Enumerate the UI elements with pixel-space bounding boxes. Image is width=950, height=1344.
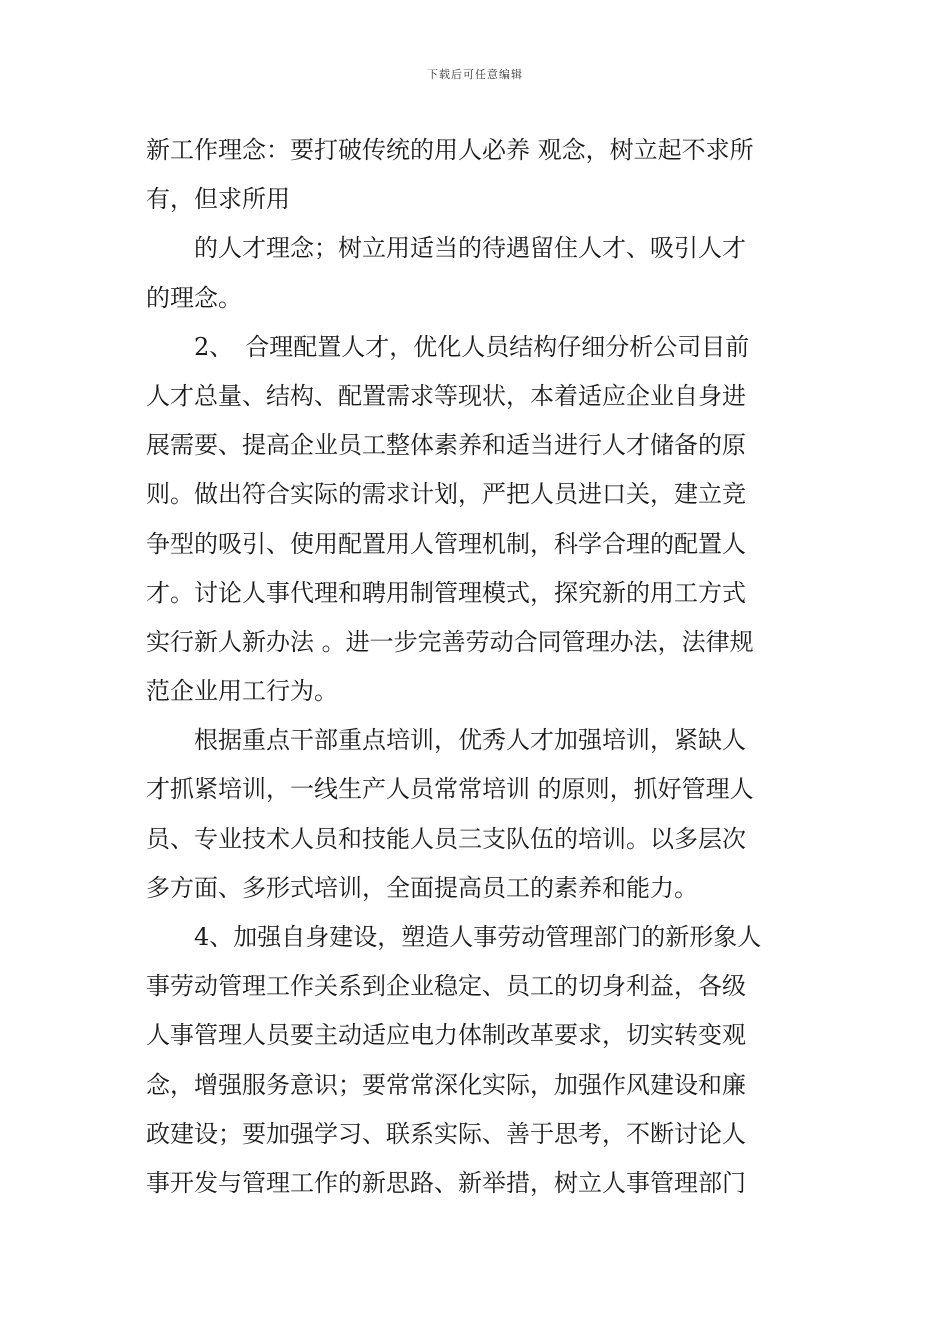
document-body: [146, 126, 806, 1208]
text-line: 政建设；要加强学习、联系实际、善于思考，不断讨论人: [146, 1119, 746, 1148]
text-line: 人事管理人员要主动适应电力体制改革要求，切实转变观: [146, 1021, 746, 1050]
text-line: 才。讨论人事代理和聘用制管理模式，探究新的用工方式: [146, 578, 746, 607]
text-line: 2、 合理配置人才，优化人员结构仔细分析公司目前: [146, 332, 750, 361]
text-line: 实行新人新办法 。进一步完善劳动合同管理办法，法律规: [146, 627, 754, 656]
text-line: 新工作理念：要打破传统的用人必养 观念，树立起不求所: [146, 136, 754, 164]
text-line: 的人才理念；树立用适当的待遇留住人才、吸引人才: [146, 234, 746, 263]
text-line: 有，但求所用: [146, 185, 290, 214]
text-line: 的理念。: [146, 283, 242, 312]
page-header: 下载后可任意编辑: [427, 68, 523, 81]
text-line: 则。做出符合实际的需求计划，严把人员进口关，建立竞: [146, 480, 746, 509]
text-line: 范企业用工行为。: [146, 677, 338, 706]
text-line: 事开发与管理工作的新思路、新举措，树立人事管理部门: [146, 1168, 746, 1197]
text-line: 才抓紧培训，一线生产人员常常培训 的原则，抓好管理人: [146, 775, 754, 804]
text-line: 4、加强自身建设，塑造人事劳动管理部门的新形象人: [146, 923, 762, 951]
text-line: 根据重点干部重点培训，优秀人才加强培训，紧缺人: [146, 726, 746, 755]
text-line: 争型的吸引、使用配置用人管理机制，科学合理的配置人: [146, 529, 746, 558]
text-line: 展需要、提高企业员工整体素养和适当进行人才储备的原: [146, 431, 746, 460]
text-line: 事劳动管理工作关系到企业稳定、员工的切身利益，各级: [146, 972, 746, 1001]
text-line: 念，增强服务意识；要常常深化实际，加强作风建设和廉: [146, 1070, 746, 1099]
text-line: 多方面、多形式培训，全面提高员工的素养和能力。: [146, 873, 698, 902]
text-line: 人才总量、结构、配置需求等现状，本着适应企业自身进: [146, 381, 746, 410]
text-line: 员、专业技术人员和技能人员三支队伍的培训。以多层次: [146, 824, 746, 853]
